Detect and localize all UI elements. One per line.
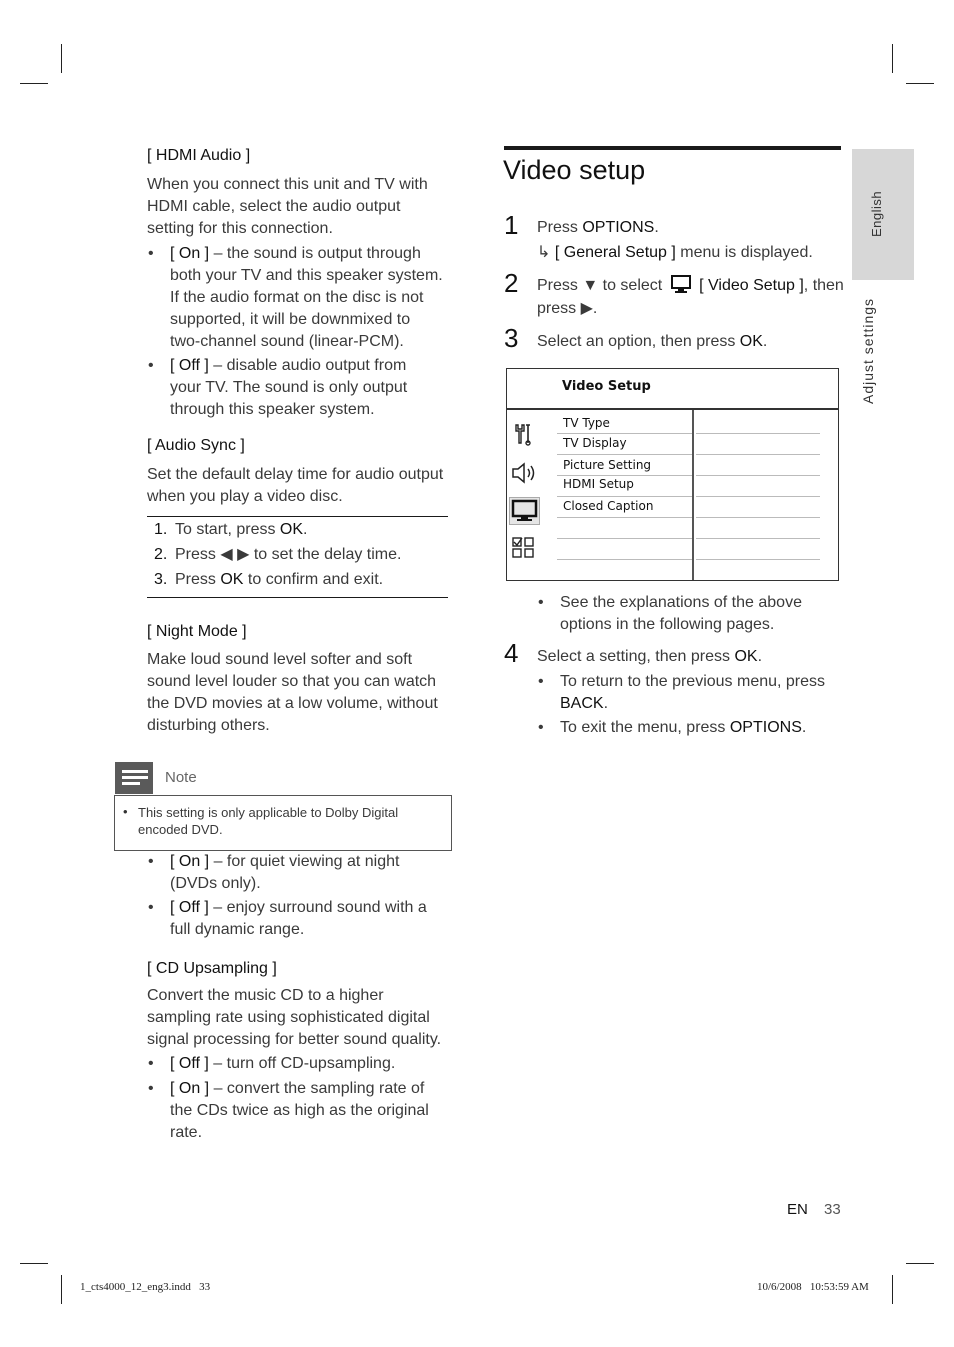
crop-mark [20,1263,48,1264]
row-divider [557,475,692,476]
section-heading: [ CD Upsampling ] [147,960,277,977]
row-divider [696,454,820,455]
step-number: 2 [504,268,519,298]
text-line: your TV. The sound is only output [170,379,408,396]
key-label: OPTIONS [582,219,655,236]
section-heading: [ HDMI Audio ] [147,147,251,164]
text-line: the CDs twice as high as the original [170,1102,429,1119]
text-line: the DVD movies at a low volume, without [147,695,438,712]
key-label: OK [734,648,758,665]
text-line: . [801,719,807,736]
bullet-icon: • [148,1080,154,1097]
text-line: If the audio format on the disc is not [170,289,424,306]
text-line: menu is displayed. [675,244,813,261]
menu-item-tv-display[interactable]: TV Display [563,436,627,450]
option-key: [ Off ] [170,899,209,916]
row-divider [557,433,692,434]
text-line: This setting is only applicable to Dolby Digital [138,805,399,820]
text-line: signal processing for better sound quality. [147,1031,442,1048]
text-line: . [303,521,308,538]
step-number: 1. [154,521,168,538]
key-label: OPTIONS [729,719,802,736]
monitor-icon [671,275,691,300]
text-line: to confirm and exit. [243,571,384,588]
row-divider [696,538,820,539]
crop-mark [906,1263,934,1264]
text-line: Select a setting, then press [537,648,735,665]
text-line: Select an option, then press [537,333,740,350]
footer-date: 10/6/2008 10:53:59 AM [757,1281,869,1293]
preferences-icon[interactable] [512,537,536,563]
page-title: Video setup [503,155,646,185]
text-line: – enjoy surround sound with a [213,899,427,916]
text-line: disturbing others. [147,717,270,734]
page-number: 33 [824,1201,841,1218]
side-tab-label: English [869,190,884,237]
footer-lang: EN [787,1201,808,1218]
text-line: – convert the sampling rate of [213,1080,425,1097]
step-text [537,217,659,239]
text-line: – for quiet viewing at night [213,853,400,870]
text-line: sound level louder so that you can watch [147,673,437,690]
row-divider [696,559,820,560]
step-number: 1 [504,210,519,240]
menu-item-picture-setting[interactable]: Picture Setting [563,458,652,472]
row-divider [557,454,692,455]
text-line: When you connect this unit and TV with [147,176,428,193]
menu-item-closed-caption[interactable]: Closed Caption [563,499,654,513]
step-number: 4 [504,638,519,668]
option-key: [ Off ] [170,1055,209,1072]
row-divider [696,496,820,497]
option-key: [ On ] [170,1080,210,1097]
row-divider [557,496,692,497]
key-label: [ Video Setup ] [699,277,804,294]
key-label: [ General Setup ] [554,244,676,261]
menu-column-divider [692,410,694,580]
section-intro [147,464,443,508]
text-line: options in the following pages. [560,616,775,633]
text-line: sampling rate using sophisticated digital [147,1009,430,1026]
menu-title: Video Setup [562,379,651,394]
text-line: To start, press [175,521,280,538]
speaker-icon[interactable] [510,461,538,489]
step-text [537,646,762,668]
bullet-icon: • [123,804,128,819]
text-line: To exit the menu, press [560,719,730,736]
step-text [537,331,767,353]
text-line: encoded DVD. [138,822,223,837]
text-line: Press ◀ ▶ to set the delay time. [175,546,402,563]
step-number: 3 [504,323,519,353]
section-intro [147,649,438,737]
section-heading: [ Night Mode ] [147,623,247,640]
section-intro [147,985,441,1051]
text-line: Press [537,219,583,236]
text-line: See the explanations of the above [560,594,802,611]
bullet-icon: • [538,594,544,611]
text-line: press ▶. [537,300,598,317]
row-divider [557,559,692,560]
crop-mark [892,1275,893,1304]
text-line: Convert the music CD to a higher [147,987,384,1004]
section-intro [147,174,428,240]
text-line: To return to the previous menu, press [560,673,826,690]
crop-mark [892,44,893,73]
text-line: when you play a video disc. [147,488,343,505]
bullet-icon: • [148,899,154,916]
step-number: 3. [154,571,168,588]
crop-mark [61,1275,62,1304]
text-line: setting for this connection. [147,220,333,237]
menu-item-tv-type[interactable]: TV Type [563,416,610,430]
text-line: both your TV and this speaker system. [170,267,443,284]
bullet-icon: • [148,853,154,870]
crop-mark [906,83,934,84]
bullet-icon: • [148,357,154,374]
crop-mark [20,83,48,84]
note-icon [115,762,153,794]
numbered-steps [147,519,448,597]
video-setup-menu [506,368,839,581]
text-line: (DVDs only). [170,875,261,892]
text-line: Make loud sound level softer and soft [147,651,413,668]
text-line: . [762,333,768,350]
bullet-icon: • [148,1055,154,1072]
text-line: Press [175,571,221,588]
menu-header-divider [507,408,838,410]
section-heading: [ Audio Sync ] [147,437,245,454]
result-arrow-icon: ↳ [537,244,551,261]
text-line: – disable audio output from [213,357,407,374]
bullet-icon: • [538,719,544,736]
side-tab-adjust-settings: Adjust settings [860,297,876,404]
menu-item-hdmi-setup[interactable]: HDMI Setup [563,477,634,491]
text-line: . [654,219,659,236]
text-line: – turn off CD-upsampling. [213,1055,396,1072]
row-divider [696,475,820,476]
text-line: Set the default delay time for audio output [147,466,444,483]
text-line: . [603,695,609,712]
text-line: – the sound is output through [213,245,421,262]
side-tab-english [852,149,914,280]
text-line: rate. [170,1124,203,1141]
text-line: , then [803,277,844,294]
monitor-icon[interactable] [509,497,540,525]
step-text [537,275,844,300]
crop-mark [61,44,62,73]
row-divider [696,433,820,434]
divider [147,597,448,598]
text-line: HDMI cable, select the audio output [147,198,401,215]
text-line: two-channel sound (linear-PCM). [170,333,404,350]
text-line: full dynamic range. [170,921,305,938]
footer-file: 1_cts4000_12_eng3.indd 33 [80,1281,211,1293]
step-number: 2. [154,546,168,563]
bullet-icon: • [148,245,154,262]
key-label: OK [220,571,244,588]
key-label: BACK [560,695,604,712]
divider [147,516,448,517]
step-result [537,242,813,264]
key-label: OK [739,333,763,350]
bullet-icon: • [538,673,544,690]
text-line: through this speaker system. [170,401,375,418]
title-rule [504,146,841,150]
note-title: Note [165,769,197,786]
text-line: supported, it will be downmixed to [170,311,411,328]
row-divider [557,517,692,518]
text-line: Press ▼ to select [537,277,663,294]
tools-icon[interactable] [512,423,536,451]
key-label: OK [279,521,304,538]
option-key: [ On ] [170,853,210,870]
option-key: [ On ] [170,245,210,262]
row-divider [557,538,692,539]
row-divider [696,517,820,518]
option-key: [ Off ] [170,357,209,374]
note-text [138,804,398,838]
text-line: . [757,648,763,665]
